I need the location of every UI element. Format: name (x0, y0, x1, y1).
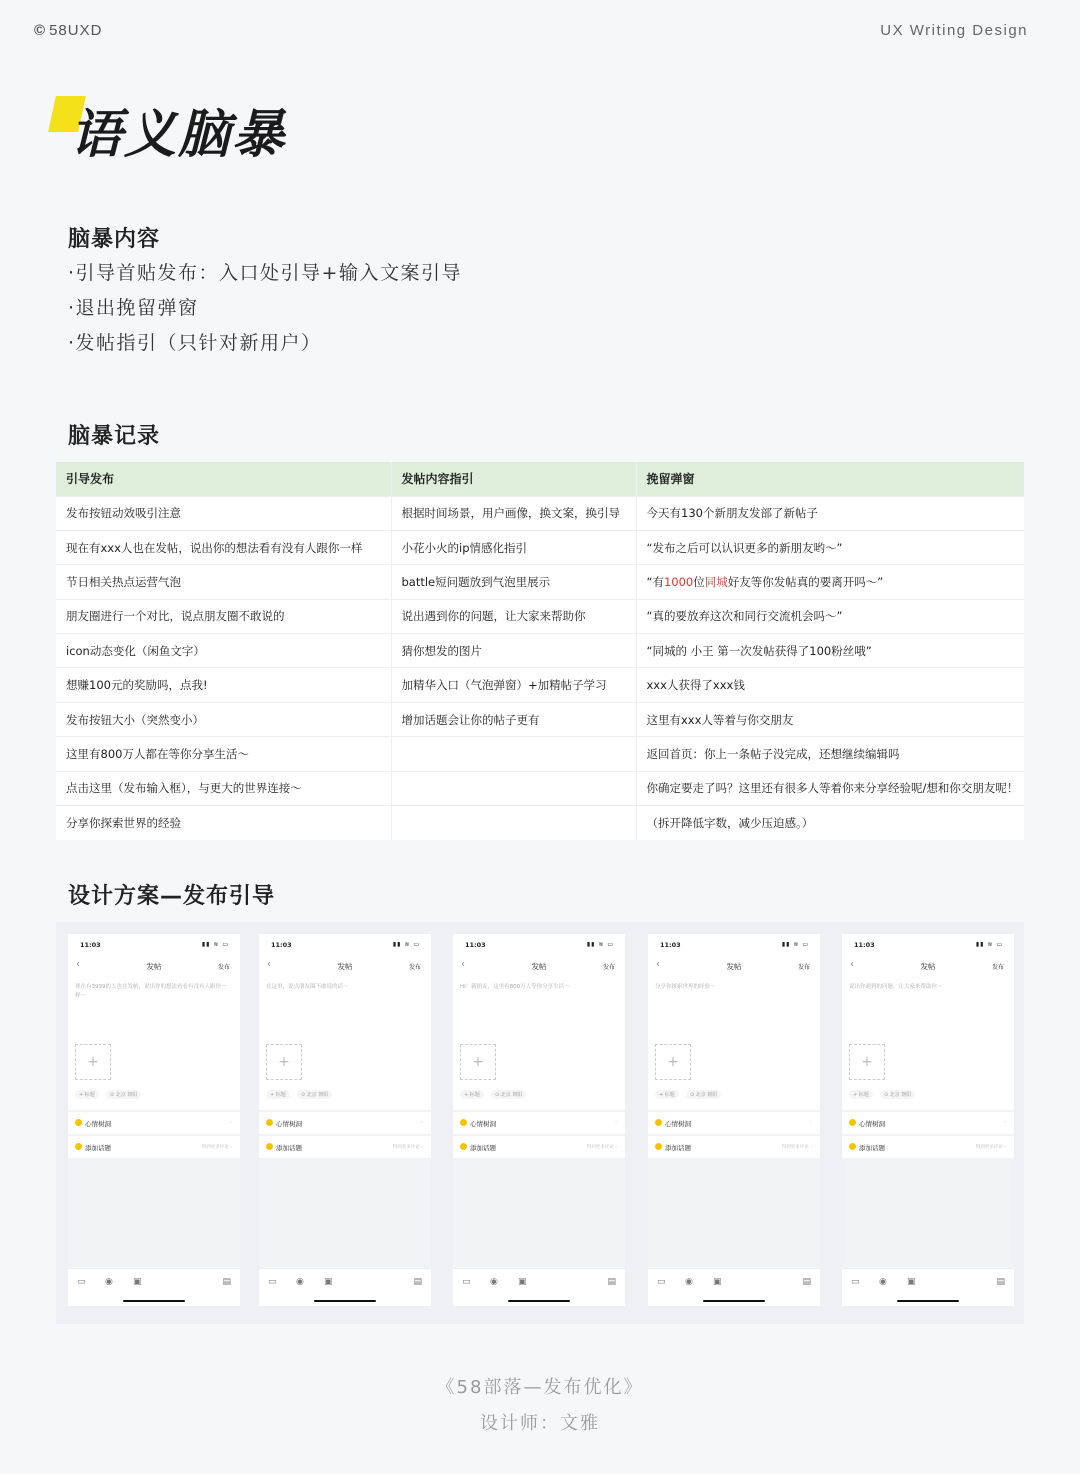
list-item: ·引导首贴发布：入口处引导+输入文案引导 (68, 262, 462, 284)
keyboard-icon[interactable]: ▤ (802, 1277, 811, 1287)
publish-button[interactable]: 发布 (217, 964, 230, 971)
cell-text: “有 (646, 574, 664, 589)
signal-battery-icon: ▮▮ ≋ ▭ (586, 941, 614, 948)
location-chip[interactable]: ⊙ 北京 朝阳 (686, 1090, 721, 1099)
topic-icon (460, 1143, 467, 1150)
table-cell: 返回首页：你上一条帖子没完成，还想继续编辑吗 (636, 737, 1024, 771)
add-image-button[interactable]: + (266, 1044, 302, 1080)
tagline: UX Writing Design (880, 22, 1028, 39)
column-header: 引导发布 (56, 462, 391, 496)
footer (0, 1370, 1080, 1442)
keyboard-icon[interactable]: ▤ (222, 1277, 231, 1287)
table-cell: icon动态变化（闲鱼文字） (56, 634, 391, 668)
status-bar (259, 934, 431, 956)
table-row (56, 702, 1024, 736)
cell-text: 好友等你发帖真的要离开吗～” (727, 574, 884, 589)
location-chip[interactable]: ⊙ 北京 朝阳 (491, 1090, 526, 1099)
table-cell: 这里有xxx人等着与你交朋友 (636, 702, 1024, 736)
topic-row[interactable] (648, 1136, 820, 1158)
topic-label: 添加话题 (859, 1144, 885, 1152)
topic-row[interactable] (453, 1136, 625, 1158)
table-row (56, 668, 1024, 702)
back-icon[interactable]: ‹ (461, 959, 465, 970)
table-cell: 这里有800万人都在等你分享生活～ (56, 737, 391, 771)
back-icon[interactable]: ‹ (76, 959, 80, 970)
video-icon[interactable]: ▭ (77, 1277, 86, 1287)
mood-icon (849, 1119, 856, 1126)
mood-label: 心情树洞 (470, 1120, 496, 1128)
publish-button[interactable]: 发布 (408, 964, 421, 971)
chevron-right-icon: › (421, 1120, 423, 1125)
table-cell-highlight (636, 565, 1024, 599)
table-cell: 现在有xxx人也在发帖，说出你的想法看有没有人跟你一样 (56, 530, 391, 564)
table-cell: 朋友圈进行一个对比，说点朋友圈不敢说的 (56, 599, 391, 633)
table-cell: 根据时间场景，用户画像，换文案，换引导 (391, 496, 636, 530)
mood-row[interactable] (648, 1112, 820, 1134)
mood-label: 心情树洞 (276, 1120, 302, 1128)
phone-mockup (68, 934, 240, 1306)
hero (52, 92, 287, 165)
status-bar (648, 934, 820, 956)
camera-icon[interactable]: ◉ (879, 1277, 887, 1287)
post-editor[interactable] (842, 976, 1014, 1110)
status-time: 11:03 (271, 941, 292, 949)
brainstorm-table (56, 462, 1024, 840)
topic-hint: 得到更多评论 › (975, 1145, 1006, 1150)
post-editor[interactable] (453, 976, 625, 1110)
signal-battery-icon: ▮▮ ≋ ▭ (201, 941, 229, 948)
mood-icon (655, 1119, 662, 1126)
back-icon[interactable]: ‹ (267, 959, 271, 970)
video-icon[interactable]: ▭ (851, 1277, 860, 1287)
mood-icon (75, 1119, 82, 1126)
table-cell: 说出遇到你的问题，让大家来帮助你 (391, 599, 636, 633)
location-chip[interactable]: ⊙ 北京 朝阳 (297, 1090, 332, 1099)
nav-title: 发帖 (920, 962, 936, 971)
table-cell: 节日相关热点运营气泡 (56, 565, 391, 599)
image-icon[interactable]: ▣ (324, 1277, 333, 1287)
phone-mockup (648, 934, 820, 1306)
table-cell: “发布之后可以认识更多的新朋友哟～” (636, 530, 1024, 564)
back-icon[interactable]: ‹ (850, 959, 854, 970)
table-cell: 想赚100元的奖励吗，点我! (56, 668, 391, 702)
mood-row[interactable] (453, 1112, 625, 1134)
status-bar (68, 934, 240, 956)
table-cell: xxx人获得了xxx钱 (636, 668, 1024, 702)
page-title: 语义脑暴 (70, 105, 287, 165)
post-editor[interactable] (68, 976, 240, 1110)
topic-hint: 得到更多评论 › (781, 1145, 812, 1150)
chevron-right-icon: › (230, 1120, 232, 1125)
nav-bar (648, 956, 820, 976)
location-chip[interactable]: ⊙ 北京 朝阳 (880, 1090, 915, 1099)
cell-text: 位 (693, 574, 705, 589)
topic-icon (266, 1143, 273, 1150)
top-bar (34, 22, 1028, 44)
table-row (56, 530, 1024, 564)
chevron-right-icon: › (1004, 1120, 1006, 1125)
topic-label: 添加话题 (85, 1144, 111, 1152)
home-indicator (897, 1300, 959, 1302)
editor-placeholder: Hi！新朋友，这里有800万人等你分享生活～ (460, 984, 570, 990)
title-chip[interactable]: + 标题 (849, 1090, 873, 1099)
mood-icon (460, 1119, 467, 1126)
nav-title: 发帖 (726, 962, 742, 971)
topic-icon (75, 1143, 82, 1150)
image-icon[interactable]: ▣ (907, 1277, 916, 1287)
location-chip[interactable]: ⊙ 北京 朝阳 (106, 1090, 141, 1099)
editor-placeholder: 在这里，说点朋友圈不敢说的话～ (266, 984, 349, 990)
signal-battery-icon: ▮▮ ≋ ▭ (781, 941, 809, 948)
table-row (56, 599, 1024, 633)
table-cell: “同城的 小王 第一次发帖获得了100粉丝哦” (636, 634, 1024, 668)
camera-icon[interactable]: ◉ (105, 1277, 113, 1287)
topic-hint: 得到更多评论 › (586, 1145, 617, 1150)
nav-title: 发帖 (146, 962, 162, 971)
table-cell: 今天有130个新朋友发部了新帖子 (636, 496, 1024, 530)
table-cell: （拆开降低字数，减少压迫感。） (636, 806, 1024, 840)
home-indicator (314, 1300, 376, 1302)
bottom-toolbar (453, 1268, 625, 1306)
topic-icon (655, 1143, 662, 1150)
status-time: 11:03 (854, 941, 875, 949)
table-cell (391, 737, 636, 771)
nav-bar (68, 956, 240, 976)
title-chip[interactable]: + 标题 (460, 1090, 484, 1099)
back-icon[interactable]: ‹ (656, 959, 660, 970)
content-section-title: 脑暴内容 (68, 227, 161, 252)
keyboard-icon[interactable]: ▤ (996, 1277, 1005, 1287)
mood-icon (266, 1119, 273, 1126)
camera-icon[interactable]: ◉ (685, 1277, 693, 1287)
video-icon[interactable]: ▭ (268, 1277, 277, 1287)
bottom-toolbar (842, 1268, 1014, 1306)
editor-placeholder: 分享你探索世界的经验～ (655, 984, 716, 990)
editor-placeholder: 现在有3999的人也在发帖，说出你的想法看看有没有人跟你一样～ (75, 984, 227, 999)
table-cell (391, 771, 636, 805)
mood-row[interactable] (68, 1112, 240, 1134)
table-cell: battle短问题放到气泡里展示 (391, 565, 636, 599)
status-bar (842, 934, 1014, 956)
nav-title: 发帖 (337, 962, 353, 971)
table-cell: “真的要放弃这次和同行交流机会吗～” (636, 599, 1024, 633)
mood-label: 心情树洞 (85, 1120, 111, 1128)
brand-logo (34, 22, 102, 39)
add-image-button[interactable]: + (849, 1044, 885, 1080)
table-row (56, 496, 1024, 530)
table-cell: 加精华入口（气泡弹窗）+加精帖子学习 (391, 668, 636, 702)
table-cell: 分享你探索世界的经验 (56, 806, 391, 840)
nav-bar (842, 956, 1014, 976)
add-image-button[interactable]: + (460, 1044, 496, 1080)
publish-button[interactable]: 发布 (991, 964, 1004, 971)
nav-bar (259, 956, 431, 976)
home-indicator (703, 1300, 765, 1302)
table-cell: 猜你想发的图片 (391, 634, 636, 668)
publish-button[interactable]: 发布 (797, 964, 810, 971)
table-cell (391, 806, 636, 840)
topic-row[interactable] (259, 1136, 431, 1158)
mood-row[interactable] (842, 1112, 1014, 1134)
record-section-title: 脑暴记录 (68, 424, 161, 449)
title-chip[interactable]: + 标题 (75, 1090, 99, 1099)
mood-label: 心情树洞 (665, 1120, 691, 1128)
bottom-toolbar (68, 1268, 240, 1306)
mood-row[interactable] (259, 1112, 431, 1134)
keyboard-icon[interactable]: ▤ (607, 1277, 616, 1287)
bottom-toolbar (259, 1268, 431, 1306)
table-row (56, 737, 1024, 771)
title-chip[interactable]: + 标题 (266, 1090, 290, 1099)
phone-mockup (259, 934, 431, 1306)
highlight-number: 1000 (663, 574, 694, 589)
column-header: 挽留弹窗 (636, 462, 1024, 496)
table-cell: 增加话题会让你的帖子更有 (391, 702, 636, 736)
table-cell: 你确定要走了吗？这里还有很多人等着你来分享经验呢/想和你交朋友呢！ (636, 771, 1024, 805)
title-chip[interactable]: + 标题 (655, 1090, 679, 1099)
keyboard-icon[interactable]: ▤ (413, 1277, 422, 1287)
status-bar (453, 934, 625, 956)
topic-label: 添加话题 (665, 1144, 691, 1152)
topic-icon (849, 1143, 856, 1150)
image-icon[interactable]: ▣ (133, 1277, 142, 1287)
video-icon[interactable]: ▭ (657, 1277, 666, 1287)
topic-hint: 得到更多评论 › (392, 1145, 423, 1150)
table-row (56, 771, 1024, 805)
nav-bar (453, 956, 625, 976)
add-image-button[interactable]: + (655, 1044, 691, 1080)
home-indicator (123, 1300, 185, 1302)
signal-battery-icon: ▮▮ ≋ ▭ (392, 941, 420, 948)
camera-icon[interactable]: ◉ (296, 1277, 304, 1287)
post-editor[interactable] (648, 976, 820, 1110)
camera-icon[interactable]: ◉ (490, 1277, 498, 1287)
table-cell: 点击这里（发布输入框），与更大的世界连接～ (56, 771, 391, 805)
status-time: 11:03 (80, 941, 101, 949)
highlight-city: 同城 (704, 574, 728, 589)
image-icon[interactable]: ▣ (518, 1277, 527, 1287)
video-icon[interactable]: ▭ (462, 1277, 471, 1287)
phone-mockups (56, 922, 1024, 1324)
phone-mockup (453, 934, 625, 1306)
topic-row[interactable] (842, 1136, 1014, 1158)
home-indicator (508, 1300, 570, 1302)
table-cell: 发布按钮动效吸引注意 (56, 496, 391, 530)
brand-name: 58UXD (49, 22, 103, 39)
image-icon[interactable]: ▣ (713, 1277, 722, 1287)
column-header: 发帖内容指引 (391, 462, 636, 496)
design-section-title: 设计方案—发布引导 (68, 884, 276, 909)
topic-row[interactable] (68, 1136, 240, 1158)
designer-credit: 设计师：文雅 (480, 1413, 600, 1434)
list-item: ·退出挽留弹窗 (68, 297, 199, 319)
table-row (56, 565, 1024, 599)
post-editor[interactable] (259, 976, 431, 1110)
table-row (56, 634, 1024, 668)
mood-label: 心情树洞 (859, 1120, 885, 1128)
table-cell: 小花小火的ip情感化指引 (391, 530, 636, 564)
phone-mockup (842, 934, 1014, 1306)
nav-title: 发帖 (531, 962, 547, 971)
list-item: ·发帖指引（只针对新用户） (68, 332, 322, 354)
content-list (68, 258, 462, 363)
chevron-right-icon: › (615, 1120, 617, 1125)
bottom-toolbar (648, 1268, 820, 1306)
table-row (56, 806, 1024, 840)
table-cell: 发布按钮大小（突然变小） (56, 702, 391, 736)
status-time: 11:03 (465, 941, 486, 949)
topic-label: 添加话题 (276, 1144, 302, 1152)
table-header-row (56, 462, 1024, 496)
copyright-icon: © (34, 22, 47, 39)
add-image-button[interactable]: + (75, 1044, 111, 1080)
topic-hint: 得到更多评论 › (201, 1145, 232, 1150)
editor-placeholder: 说出你遇到的问题，让大家来帮助你～ (849, 984, 943, 990)
status-time: 11:03 (660, 941, 681, 949)
topic-label: 添加话题 (470, 1144, 496, 1152)
signal-battery-icon: ▮▮ ≋ ▭ (975, 941, 1003, 948)
project-name: 《58部落—发布优化》 (436, 1377, 644, 1398)
publish-button[interactable]: 发布 (602, 964, 615, 971)
chevron-right-icon: › (810, 1120, 812, 1125)
